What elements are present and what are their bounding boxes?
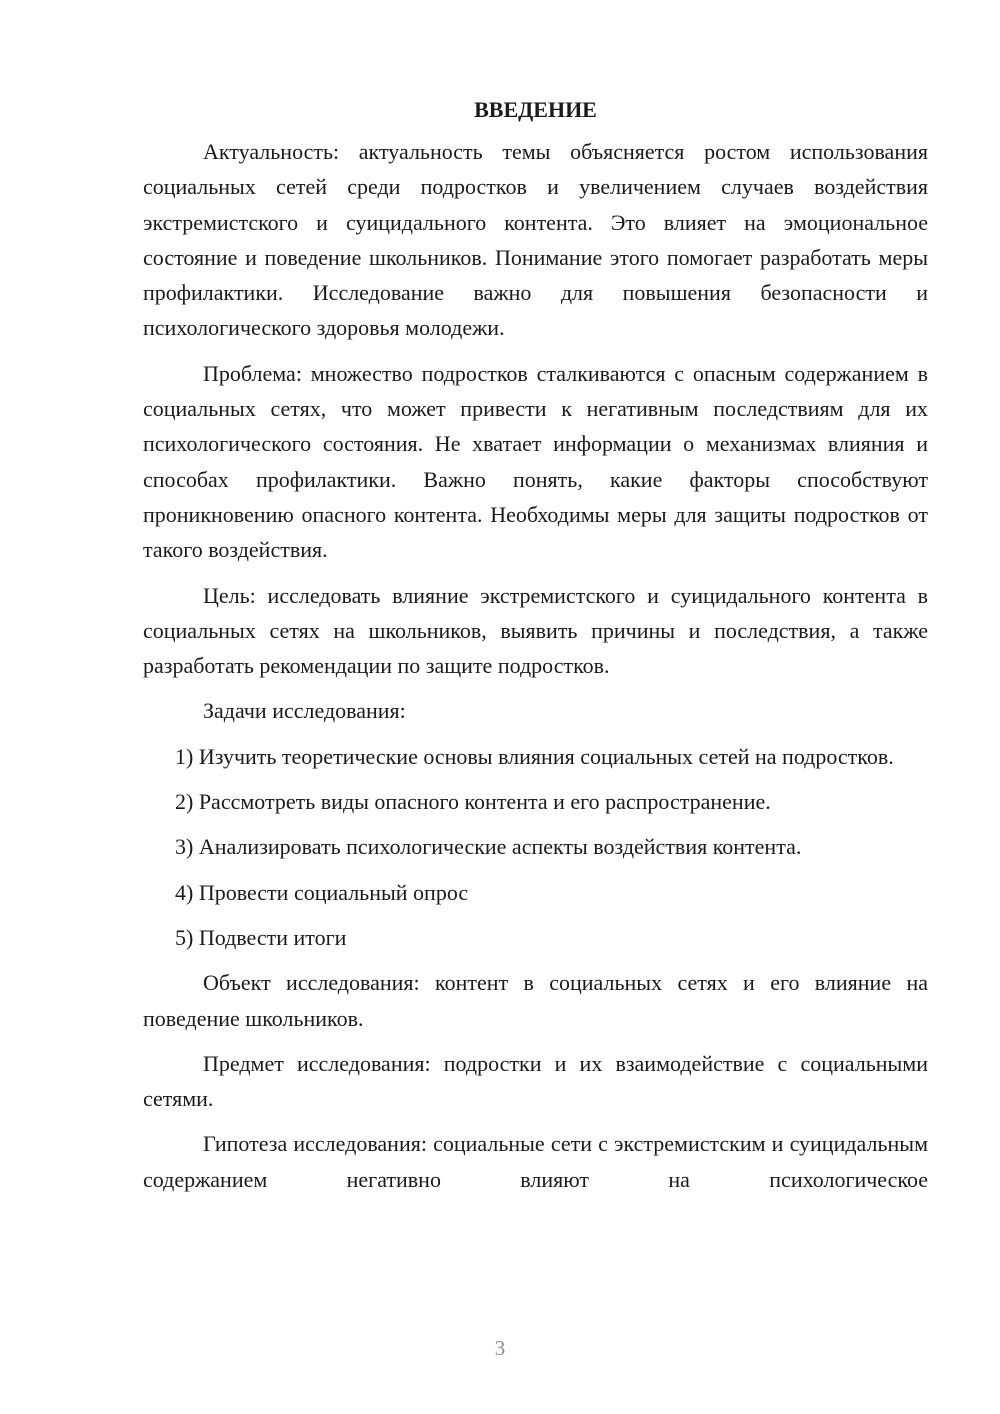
task-item-3: 3) Анализировать психологические аспекты воздействия контента. [175, 834, 802, 860]
relevance-paragraph: Актуальность: актуальность темы объясняется ростом использования социальных сетей среди подростков и увеличением случаев воздействия экстремистского и суицидального контента. Это влияет на эмоциональное состояние и поведение школьников. Понимание этого помогает разработать меры профилактики. Исследование важно для повышения безопасности и психологического здоровья молодежи. [143, 139, 928, 341]
object-paragraph: Объект исследования: контент в социальных сетях и его влияние на поведение школьников. [143, 970, 928, 1031]
goal-paragraph: Цель: исследовать влияние экстремистского и суицидального контента в социальных сетях на школьников, выявить причины и последствия, а также разработать рекомендации по защите подростков. [143, 582, 928, 679]
task-item-1: 1) Изучить теоретические основы влияния социальных сетей на подростков. [175, 743, 894, 769]
hypothesis-paragraph: Гипотеза исследования: социальные сети с экстремистским и суицидальным содержанием негативно влияют на психологическое [143, 1131, 928, 1192]
task-item-5: 5) Подвести итоги [175, 924, 347, 950]
page-number: 3 [494, 1336, 506, 1360]
subject-paragraph: Предмет исследования: подростки и их взаимодействие с социальными сетями. [143, 1050, 928, 1112]
problem-paragraph: Проблема: множество подростков сталкиваются с опасным содержанием в социальных сетях, что может привести к негативным последствиям для их психологического состояния. Не хватает информации о механизмах влияния и способах профилактики. Важно понять, какие факторы способствуют проникновению опасного контента. Необходимы меры для защиты подростков от такого воздействия. [143, 360, 928, 563]
task-item-4: 4) Провести социальный опрос [175, 879, 469, 905]
document-page [143, 94, 928, 1207]
page-title: ВВЕДЕНИЕ [474, 97, 597, 122]
task-item-2: 2) Рассмотреть виды опасного контента и его распространение. [175, 789, 771, 815]
tasks-heading: Задачи исследования: [203, 698, 406, 724]
